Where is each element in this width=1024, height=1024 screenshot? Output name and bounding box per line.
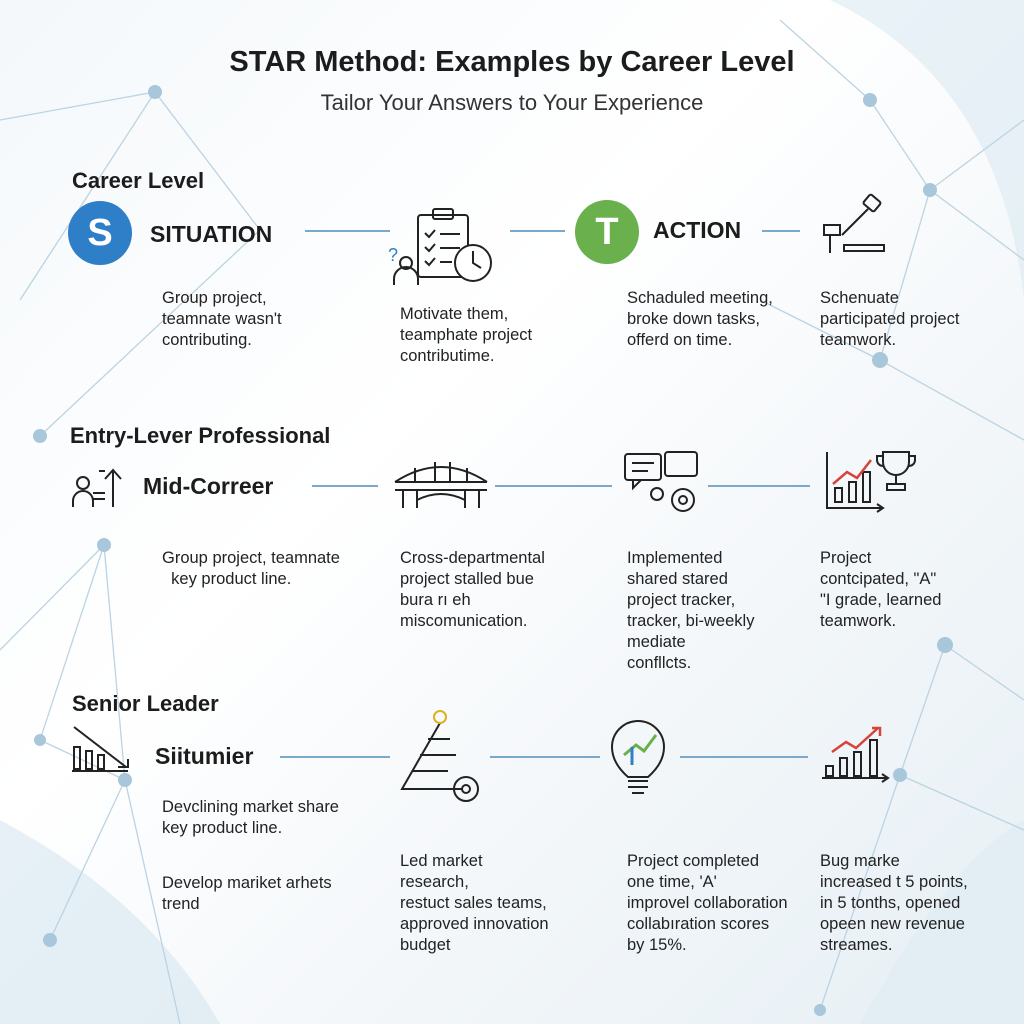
row-heading-career-level: Career Level xyxy=(72,168,205,193)
connector-line xyxy=(305,230,390,232)
action-t-icon: T xyxy=(575,200,639,264)
row2-task-text: Cross-departmental project stalled bue bura rı eh miscomunication. xyxy=(400,549,545,630)
pyramid-gear-icon xyxy=(400,705,485,805)
person-arrow-up-icon xyxy=(73,465,128,510)
chat-gears-icon xyxy=(625,452,703,518)
clipboard-person-clock-icon xyxy=(388,205,498,285)
lightbulb-growth-icon xyxy=(610,715,668,803)
connector-line xyxy=(708,485,810,487)
mid-career-label: Mid-Correer xyxy=(143,473,274,499)
connector-line xyxy=(312,485,378,487)
row3-situation-extra-text: Develop mariket arhets trend xyxy=(162,874,332,913)
connector-line xyxy=(680,756,808,758)
connector-line xyxy=(762,230,800,232)
row1-result-text: Schenuate participated project teamwork. xyxy=(820,289,960,349)
svg-text:?: ? xyxy=(388,245,399,265)
chart-trophy-icon xyxy=(825,450,920,512)
connector-line xyxy=(490,756,600,758)
row2-situation-text: Group project, teamnate key product line. xyxy=(162,549,340,588)
situation-senior-label: Siitumier xyxy=(155,743,254,769)
row1-action-text: Schaduled meeting, broke down tasks, offerd on time. xyxy=(627,289,773,349)
connector-line xyxy=(510,230,565,232)
row2-action-text: Implemented shared stared project tracker, tracker, bi-weekly mediate confllcts. xyxy=(627,549,755,672)
row3-situation-text: Devclining market share key product line. xyxy=(162,798,339,837)
declining-chart-icon xyxy=(72,725,132,775)
row1-situation-text: Group project, teamnate wasn't contributing. xyxy=(162,289,282,349)
row3-action-text: Project completed one time, 'A' improvel collaboration collabıration scores by 15%. xyxy=(627,852,788,954)
growth-chart-icon xyxy=(822,722,892,784)
row2-result-text: Project contcipated, "A" "I grade, learned teamwork. xyxy=(820,549,942,630)
row3-task-text: Led market research, restuct sales teams, approved innovation budget xyxy=(400,852,549,954)
connector-line xyxy=(280,756,390,758)
situation-label: SITUATION xyxy=(150,221,273,247)
row-heading-entry-level: Entry-Lever Professional xyxy=(70,423,331,448)
situation-s-icon: S xyxy=(68,201,132,265)
bridge-icon xyxy=(395,460,487,510)
row-heading-senior-leader: Senior Leader xyxy=(72,691,219,716)
action-label: ACTION xyxy=(653,217,742,243)
connector-line xyxy=(495,485,612,487)
row1-task-text: Motivate them, teamphate project contributime. xyxy=(400,305,533,365)
hammer-icon xyxy=(820,195,890,255)
page-subtitle: Tailor Your Answers to Your Experience xyxy=(320,90,704,115)
row3-result-text: Bug marke increased t 5 points, in 5 tonths, opened opeen new revenue streames. xyxy=(820,852,968,954)
page-title: STAR Method: Examples by Career Level xyxy=(229,46,795,78)
